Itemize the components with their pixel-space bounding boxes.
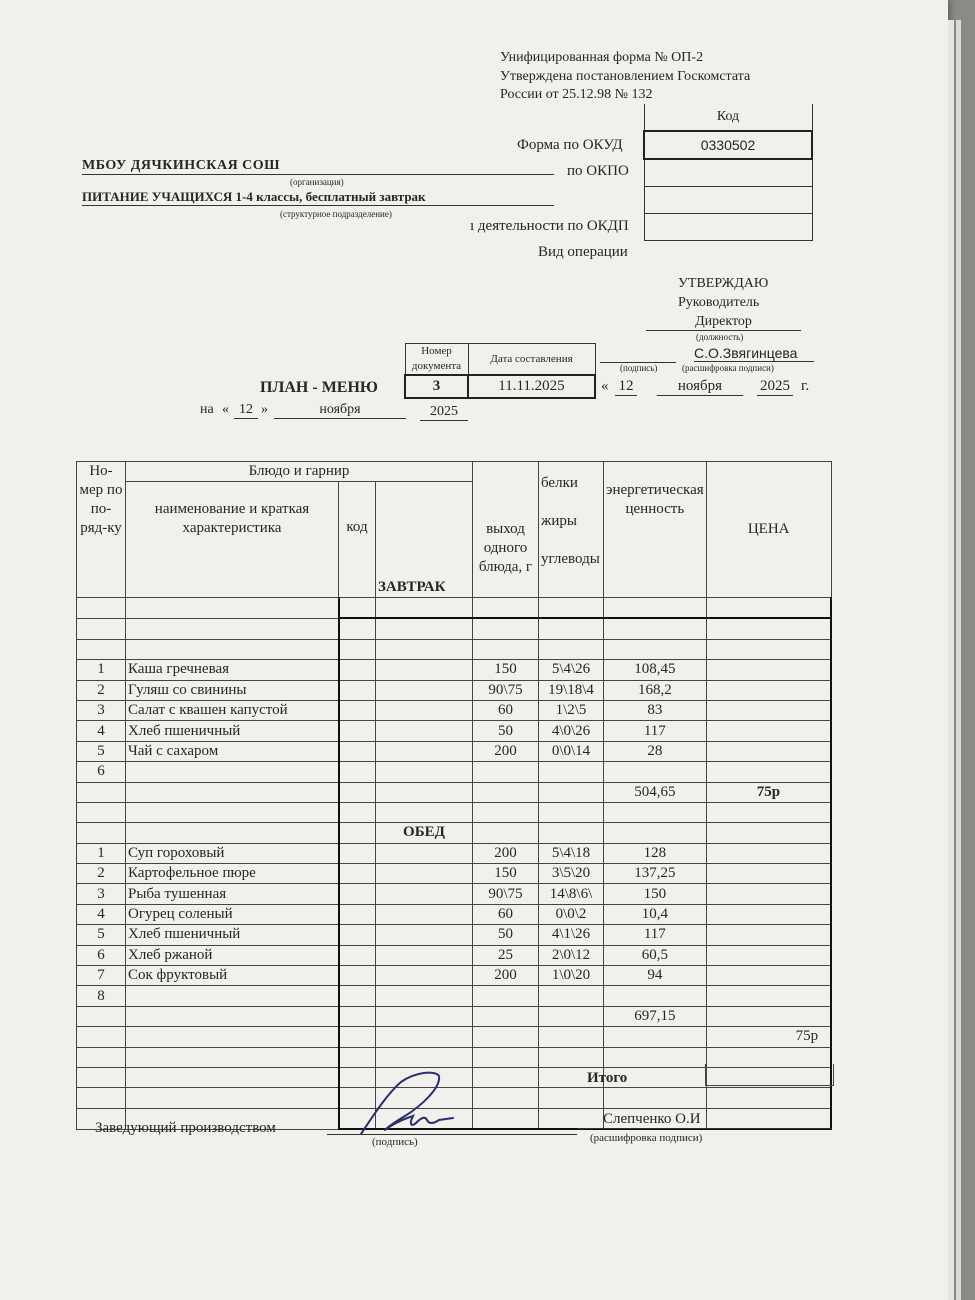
dish-out: 60 [473, 700, 539, 720]
table-row [77, 1006, 832, 1026]
dish-kcal: 128 [604, 843, 707, 863]
dish-code [339, 660, 376, 680]
total-label: Итого [587, 1070, 628, 1086]
dish-kcal: 28 [604, 741, 707, 761]
dish-price [706, 986, 831, 1006]
dish-out [473, 1088, 539, 1108]
dish-pfc [539, 782, 604, 802]
table-row [77, 802, 832, 822]
dish-code [339, 639, 376, 659]
table-row [77, 660, 832, 680]
dish-out [473, 1027, 539, 1047]
dish-price [706, 721, 831, 741]
doc-date-header: Дата составления [468, 344, 595, 376]
dish-kcal [604, 1047, 707, 1067]
dish-out [473, 823, 539, 843]
dish-code [339, 782, 376, 802]
approve-title: УТВЕРЖДАЮ [678, 276, 769, 291]
plan-date-on: на [200, 402, 214, 417]
footer-name-line [578, 1128, 832, 1129]
table-row [77, 680, 832, 700]
approve-name-caption: (расшифровка подписи) [682, 363, 774, 373]
dish-name [126, 762, 339, 782]
footer-name: Слепченко О.И [603, 1111, 701, 1127]
dish-name: Сок фруктовый [126, 966, 339, 986]
dish-name [126, 1027, 339, 1047]
dish-meal [376, 925, 473, 945]
row-number [77, 1047, 126, 1067]
table-row [77, 721, 832, 741]
okpo-value [644, 159, 812, 187]
dish-price [706, 864, 831, 884]
dish-kcal: 117 [604, 721, 707, 741]
dish-code [339, 1006, 376, 1026]
footer-signature-icon [355, 1066, 460, 1141]
table-row [77, 1027, 832, 1047]
doc-date: 11.11.2025 [468, 375, 595, 398]
dish-out [473, 618, 539, 639]
dish-meal [376, 618, 473, 639]
dish-code [339, 945, 376, 965]
dish-name [126, 1006, 339, 1026]
approve-role: Руководитель [678, 295, 760, 310]
dish-price [706, 904, 831, 924]
dish-meal [376, 986, 473, 1006]
dish-code [339, 618, 376, 639]
dish-out [473, 1067, 539, 1087]
dish-out: 200 [473, 843, 539, 863]
table-row [77, 639, 832, 659]
dish-out: 25 [473, 945, 539, 965]
okud-value: 0330502 [644, 131, 812, 159]
dish-pfc [539, 618, 604, 639]
dish-code [339, 598, 376, 619]
footer-signature-caption: (подпись) [372, 1136, 418, 1148]
dish-kcal: 83 [604, 700, 707, 720]
dish-kcal: 60,5 [604, 945, 707, 965]
dish-code [339, 925, 376, 945]
plan-quote-open: « [222, 402, 229, 417]
approve-month: ноября [657, 378, 743, 396]
table-row [77, 618, 832, 639]
dish-name [126, 802, 339, 822]
okdp-value [644, 187, 812, 214]
row-number: 6 [77, 762, 126, 782]
dish-name [126, 598, 339, 619]
dish-pfc: 3\5\20 [539, 864, 604, 884]
table-row [77, 884, 832, 904]
header-meal: ЗАВТРАК [376, 482, 473, 598]
row-number [77, 782, 126, 802]
approve-signature-caption: (подпись) [620, 363, 658, 373]
approve-quote-open: « [601, 378, 609, 394]
row-number: 8 [77, 986, 126, 1006]
header-number: Но-мер по по-ряд-ку [77, 462, 126, 598]
okud-label: Форма по ОКУД [517, 137, 623, 153]
dish-name [126, 1088, 339, 1108]
dish-out [473, 639, 539, 659]
table-row [77, 462, 832, 482]
dish-meal [376, 721, 473, 741]
dish-pfc [539, 802, 604, 822]
dish-code [339, 741, 376, 761]
form-line-3: России от 25.12.98 № 132 [500, 87, 653, 102]
dish-kcal: 117 [604, 925, 707, 945]
table-row [77, 945, 832, 965]
dish-meal [376, 762, 473, 782]
dish-name: Салат с квашен капустой [126, 700, 339, 720]
table-row [77, 986, 832, 1006]
dish-pfc: 4\0\26 [539, 721, 604, 741]
dish-pfc [539, 1108, 604, 1129]
row-number: 4 [77, 904, 126, 924]
codes-table [643, 104, 813, 241]
dish-out [473, 1006, 539, 1026]
dish-price [706, 966, 831, 986]
header-out: выход одного блюда, г [473, 462, 539, 598]
dish-name [126, 1067, 339, 1087]
okdp-label: ı деятельности по ОКДП [470, 218, 629, 234]
table-row [77, 762, 832, 782]
plan-menu-title: ПЛАН - МЕНЮ [260, 379, 378, 396]
dish-name: Суп гороховый [126, 843, 339, 863]
dish-code [339, 1027, 376, 1047]
dish-pfc: 5\4\18 [539, 843, 604, 863]
dish-out: 60 [473, 904, 539, 924]
approve-name: С.О.Звягинцева [694, 345, 814, 362]
dish-name [126, 823, 339, 843]
row-number: 6 [77, 945, 126, 965]
dish-price [706, 823, 831, 843]
dish-price [706, 802, 831, 822]
dish-meal [376, 884, 473, 904]
dish-pfc: 1\0\20 [539, 966, 604, 986]
row-number [77, 823, 126, 843]
lunch-label: ОБЕД [376, 823, 473, 843]
dish-meal [376, 660, 473, 680]
dish-code [339, 904, 376, 924]
table-row [77, 598, 832, 619]
dish-price [706, 660, 831, 680]
dish-out [473, 986, 539, 1006]
header-code: код [339, 482, 376, 598]
dish-meal [376, 864, 473, 884]
row-number [77, 639, 126, 659]
table-row [77, 864, 832, 884]
dish-kcal [604, 1088, 707, 1108]
dish-code [339, 884, 376, 904]
dish-meal [376, 598, 473, 619]
approve-position: Директор [646, 314, 801, 331]
okpo-label: по ОКПО [567, 163, 629, 179]
table-row [77, 782, 832, 802]
header-energy: энергетическая ценность [604, 462, 707, 598]
dish-out: 50 [473, 925, 539, 945]
dish-out: 150 [473, 660, 539, 680]
dish-code [339, 721, 376, 741]
table-row [77, 966, 832, 986]
dish-pfc [539, 1027, 604, 1047]
dish-pfc: 0\0\2 [539, 904, 604, 924]
table-row [77, 843, 832, 863]
breakfast-total-kcal: 504,65 [604, 782, 707, 802]
approve-signature-line [600, 348, 676, 363]
doc-number: 3 [405, 375, 468, 398]
dish-meal [376, 904, 473, 924]
organization-name: МБОУ ДЯЧКИНСКАЯ СОШ [82, 158, 554, 175]
dish-kcal: 10,4 [604, 904, 707, 924]
header-dish-group: Блюдо и гарнир [126, 462, 473, 482]
dish-meal [376, 945, 473, 965]
menu-table [76, 461, 832, 1130]
row-number [77, 1006, 126, 1026]
dish-price [706, 1108, 831, 1129]
vid-value [644, 214, 812, 241]
row-number [77, 802, 126, 822]
row-number: 2 [77, 680, 126, 700]
dish-out [473, 802, 539, 822]
total-value-cell [705, 1064, 834, 1086]
dish-kcal: 108,45 [604, 660, 707, 680]
doc-number-header: Номер документа [405, 344, 468, 376]
dish-meal [376, 802, 473, 822]
row-number: 2 [77, 864, 126, 884]
dish-out: 50 [473, 721, 539, 741]
dish-name: Гуляш со свинины [126, 680, 339, 700]
dish-kcal [604, 986, 707, 1006]
dish-name [126, 782, 339, 802]
footer-name-caption: (расшифровка подписи) [590, 1132, 703, 1144]
plan-quote-close: » [261, 402, 268, 417]
dish-code [339, 823, 376, 843]
dish-name: Хлеб пшеничный [126, 721, 339, 741]
dish-price [706, 1006, 831, 1026]
table-row [77, 741, 832, 761]
dish-pfc [539, 598, 604, 619]
dish-pfc [539, 1047, 604, 1067]
dish-price [706, 925, 831, 945]
dish-code [339, 966, 376, 986]
dish-out: 150 [473, 864, 539, 884]
dish-out [473, 1108, 539, 1129]
dish-out: 90\75 [473, 680, 539, 700]
header-pfc: белки жиры углеводы [539, 462, 604, 598]
dish-out: 90\75 [473, 884, 539, 904]
dish-code [339, 802, 376, 822]
dish-kcal [604, 762, 707, 782]
dish-code [339, 843, 376, 863]
approve-position-caption: (должность) [696, 332, 744, 342]
dish-pfc [539, 823, 604, 843]
dish-name: Каша гречневая [126, 660, 339, 680]
dish-out [473, 1047, 539, 1067]
row-number: 5 [77, 741, 126, 761]
dish-pfc [539, 1006, 604, 1026]
dish-price [706, 843, 831, 863]
row-number [77, 598, 126, 619]
dish-code [339, 762, 376, 782]
dish-name: Хлеб пшеничный [126, 925, 339, 945]
dish-code [339, 700, 376, 720]
dish-pfc: 1\2\5 [539, 700, 604, 720]
dish-meal [376, 680, 473, 700]
table-row [77, 904, 832, 924]
dish-kcal: 150 [604, 884, 707, 904]
row-number [77, 1027, 126, 1047]
dish-code [339, 680, 376, 700]
dish-kcal [604, 802, 707, 822]
dish-price [706, 1088, 831, 1108]
division-caption: (структурное подразделение) [280, 209, 392, 219]
dish-price [706, 700, 831, 720]
paper-edge [948, 20, 954, 1300]
dish-kcal [604, 639, 707, 659]
row-number [77, 1088, 126, 1108]
dish-price [706, 741, 831, 761]
lunch-total-kcal: 697,15 [604, 1006, 707, 1026]
approve-day: 12 [615, 378, 637, 396]
doc-number-table [404, 343, 596, 399]
plan-month: ноября [274, 402, 406, 419]
dish-pfc [539, 1088, 604, 1108]
dish-meal [376, 1006, 473, 1026]
division-name: ПИТАНИЕ УЧАЩИХСЯ 1-4 классы, бесплатный завтрак [82, 189, 554, 206]
dish-out [473, 598, 539, 619]
header-name: наименование и краткая характеристика [126, 482, 339, 598]
dish-kcal: 94 [604, 966, 707, 986]
dish-pfc: 4\1\26 [539, 925, 604, 945]
dish-pfc: 0\0\14 [539, 741, 604, 761]
paper-edge [956, 20, 961, 1300]
dish-pfc: 5\4\26 [539, 660, 604, 680]
dish-out [473, 782, 539, 802]
dish-pfc: 19\18\4 [539, 680, 604, 700]
dish-kcal: 168,2 [604, 680, 707, 700]
dish-kcal [604, 1027, 707, 1047]
dish-meal [376, 843, 473, 863]
dish-code [339, 1047, 376, 1067]
dish-name: Картофельное пюре [126, 864, 339, 884]
row-number: 4 [77, 721, 126, 741]
approve-year: 2025 [757, 378, 793, 396]
dish-kcal: 137,25 [604, 864, 707, 884]
dish-name [126, 618, 339, 639]
row-number [77, 1067, 126, 1087]
header-price: ЦЕНА [706, 462, 831, 598]
dish-price [706, 639, 831, 659]
row-number: 3 [77, 700, 126, 720]
dish-pfc [539, 762, 604, 782]
dish-out: 200 [473, 741, 539, 761]
organization-caption: (организация) [290, 177, 344, 187]
dish-kcal [604, 823, 707, 843]
vid-label: Вид операции [538, 244, 628, 260]
dish-pfc: 14\8\6\ [539, 884, 604, 904]
dish-out [473, 762, 539, 782]
dish-name: Хлеб ржаной [126, 945, 339, 965]
breakfast-price: 75р [706, 782, 831, 802]
dish-meal [376, 782, 473, 802]
row-number: 1 [77, 660, 126, 680]
dish-price [706, 762, 831, 782]
dish-kcal [604, 598, 707, 619]
dish-name: Рыба тушенная [126, 884, 339, 904]
dish-price [706, 884, 831, 904]
dish-meal [376, 639, 473, 659]
dish-kcal [604, 618, 707, 639]
table-row [77, 925, 832, 945]
plan-year: 2025 [420, 404, 468, 421]
dish-code [339, 986, 376, 1006]
dish-price [706, 680, 831, 700]
dish-out: 200 [473, 966, 539, 986]
form-line-2: Утверждена постановлением Госкомстата [500, 69, 751, 84]
row-number [77, 618, 126, 639]
row-number: 3 [77, 884, 126, 904]
dish-name: Огурец соленый [126, 904, 339, 924]
dish-meal [376, 741, 473, 761]
form-line-1: Унифицированная форма № ОП-2 [500, 50, 704, 65]
dish-pfc: 2\0\12 [539, 945, 604, 965]
dish-pfc [539, 639, 604, 659]
kod-header: Код [644, 104, 812, 131]
dish-name: Чай с сахаром [126, 741, 339, 761]
plan-day: 12 [234, 402, 258, 419]
dish-meal [376, 966, 473, 986]
table-row [77, 823, 832, 843]
table-row [77, 700, 832, 720]
row-number: 7 [77, 966, 126, 986]
footer-role: Заведующий производством [95, 1120, 276, 1136]
dish-price [706, 945, 831, 965]
dish-meal [376, 1027, 473, 1047]
dish-name [126, 639, 339, 659]
lunch-price: 75р [706, 1027, 831, 1047]
dish-name [126, 986, 339, 1006]
dish-pfc [539, 986, 604, 1006]
dish-meal [376, 700, 473, 720]
approve-year-suffix: г. [801, 378, 810, 394]
dish-price [706, 618, 831, 639]
row-number: 1 [77, 843, 126, 863]
row-number: 5 [77, 925, 126, 945]
dish-meal [376, 1047, 473, 1067]
dish-price [706, 598, 831, 619]
dish-name [126, 1047, 339, 1067]
dish-code [339, 864, 376, 884]
